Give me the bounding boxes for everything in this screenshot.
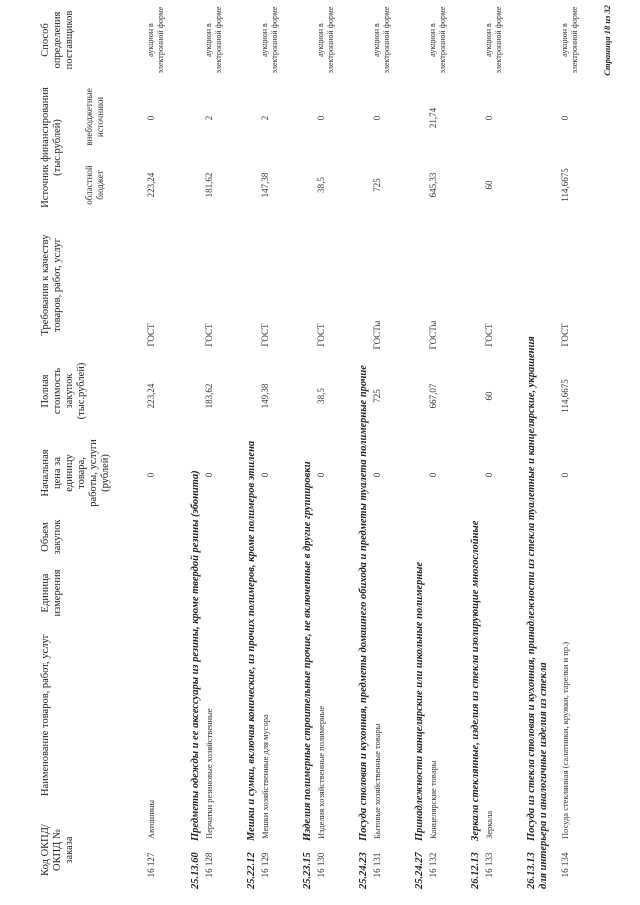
group-code: 25.22.12 [246, 852, 257, 889]
row-number: 16 133 [484, 852, 494, 878]
item-cost: 114,6675 [560, 379, 570, 413]
item-volume: 0 [372, 472, 382, 478]
row-number: 16 132 [428, 852, 438, 878]
row-number: 16 131 [372, 852, 382, 878]
header-method: Способ определения поставщиков [40, 10, 75, 70]
header-volume: Объем закупок [40, 519, 63, 555]
row-number: 16 127 [146, 852, 156, 878]
group-heading [190, 470, 202, 889]
header-price: Начальная цена за единицу товара, работы, услуги (рублей) [40, 439, 111, 507]
item-fund-extra: 0 [372, 115, 382, 121]
group-heading [358, 365, 370, 889]
header-code: Код ОКПД/ ОКПД № заказа [40, 824, 75, 876]
header-unit: Единица измерения [40, 569, 63, 617]
item-fund-extra: 0 [316, 115, 326, 121]
header-funding: Источник финансирования (тыс.рублей) [40, 87, 63, 208]
item-requirements: ГОСТ [484, 323, 494, 347]
group-code: 26.12.13 [470, 852, 481, 889]
item-requirements: ГОСТ [560, 323, 570, 347]
item-fund-extra: 2 [204, 115, 214, 121]
group-code: 25.24.27 [414, 852, 425, 889]
group-code: 25.24.23 [358, 852, 369, 889]
row-number: 16 130 [316, 852, 326, 878]
item-fund-regional: 181,62 [204, 172, 214, 198]
item-name: Мешки хозяйственные для мусора [260, 714, 270, 839]
item-name: Изделия хозяйственные полимерные [316, 705, 326, 839]
item-method: аукцион в электронной форме [204, 6, 223, 74]
item-method: аукцион в электронной форме [372, 6, 391, 74]
item-fund-regional: 114,6675 [560, 168, 570, 202]
item-fund-regional: 38,5 [316, 177, 326, 193]
group-heading [302, 461, 314, 889]
header-cost: Полная стоимость закупок (тыс.рублей) [40, 362, 87, 420]
header-fund-regional: областной бюджет [84, 165, 105, 205]
item-fund-extra: 0 [560, 115, 570, 121]
item-name: Автошины [146, 799, 156, 839]
item-volume: 0 [146, 472, 156, 478]
item-fund-regional: 223,24 [146, 172, 156, 198]
group-code: 25.23.15 [302, 852, 313, 889]
item-name: Перчатки резиновые хозяйственные [204, 708, 214, 839]
item-requirements: ГОСТы [428, 320, 438, 350]
item-fund-regional: 147,38 [260, 172, 270, 198]
group-title: Мешки и сумки, включая конические, из прочих полимеров, кроме полимеров этилена [246, 440, 257, 841]
item-cost: 183,62 [204, 383, 214, 409]
item-cost: 223,24 [146, 383, 156, 409]
item-method: аукцион в электронной форме [428, 6, 447, 74]
row-number: 16 128 [204, 852, 214, 878]
item-method: аукцион в электронной форме [484, 6, 503, 74]
item-requirements: ГОСТы [372, 320, 382, 350]
item-fund-extra: 0 [146, 115, 156, 121]
item-requirements: ГОСТ [316, 323, 326, 347]
item-method: аукцион в электронной форме [560, 6, 579, 74]
item-name: Посуда стеклянная (салатники, кружки, тарелки и пр.) [560, 641, 570, 839]
group-code: 25.13.60 [190, 852, 201, 889]
row-number: 16 134 [560, 852, 570, 878]
item-fund-extra: 21,74 [428, 107, 438, 129]
header-requirements: Требования к качеству товаров, работ, услуг [40, 234, 63, 336]
header-fund-extra: внебюджетные источники [84, 88, 105, 146]
header-name: Наименование товаров, работ, услуг [40, 633, 51, 797]
group-heading [414, 562, 426, 889]
item-cost: 60 [484, 391, 494, 401]
group-title: Предметы одежды и ее аксессуары из резины, кроме твердой резины (эбонита) [190, 470, 201, 841]
item-volume: 0 [204, 472, 214, 478]
item-requirements: ГОСТ [204, 323, 214, 347]
item-cost: 149,38 [260, 383, 270, 409]
item-cost: 38,5 [316, 388, 326, 404]
group-heading [470, 521, 482, 889]
group-heading [246, 441, 258, 889]
item-name: Канцелярские товары [428, 760, 438, 839]
group-title: Принадлежности канцелярские или школьные полимерные [414, 561, 425, 841]
group-title: Зеркала стеклянные, изделия из стекла изолирующие многослойные [470, 520, 481, 841]
item-volume: 0 [260, 472, 270, 478]
item-volume: 0 [316, 472, 326, 478]
group-title: Посуда из стекла столовая и кухонная, принадлежности из стекла туалетные и канцелярские, украшения для интерьера и аналогичные изделия из стекла [526, 336, 549, 889]
item-fund-regional: 60 [484, 180, 494, 190]
item-volume: 0 [484, 472, 494, 478]
item-requirements: ГОСТ [146, 323, 156, 347]
item-fund-extra: 0 [484, 115, 494, 121]
item-name: Зеркала [484, 810, 494, 839]
item-name: Бытовые хозяйственные товары [372, 723, 382, 839]
item-cost: 667,07 [428, 383, 438, 409]
item-fund-regional: 725 [372, 178, 382, 192]
item-method: аукцион в электронной форме [260, 6, 279, 74]
item-volume: 0 [428, 472, 438, 478]
item-requirements: ГОСТ [260, 323, 270, 347]
item-fund-extra: 2 [260, 115, 270, 121]
group-code: 26.13.13 [526, 852, 537, 889]
group-title: Посуда столовая и кухонная, предметы домашнего обихода и предметы туалета полимерные прочие [358, 365, 369, 841]
item-cost: 725 [372, 389, 382, 403]
group-heading [526, 319, 550, 889]
row-number: 16 129 [260, 852, 270, 878]
item-fund-regional: 645,33 [428, 172, 438, 198]
group-title: Изделия полимерные строительные прочие, не включенные в другие группировки [302, 461, 313, 841]
item-volume: 0 [560, 472, 570, 478]
item-method: аукцион в электронной форме [146, 6, 165, 74]
page-number: Страница 18 из 32 [602, 5, 612, 76]
item-method: аукцион в электронной форме [316, 6, 335, 74]
